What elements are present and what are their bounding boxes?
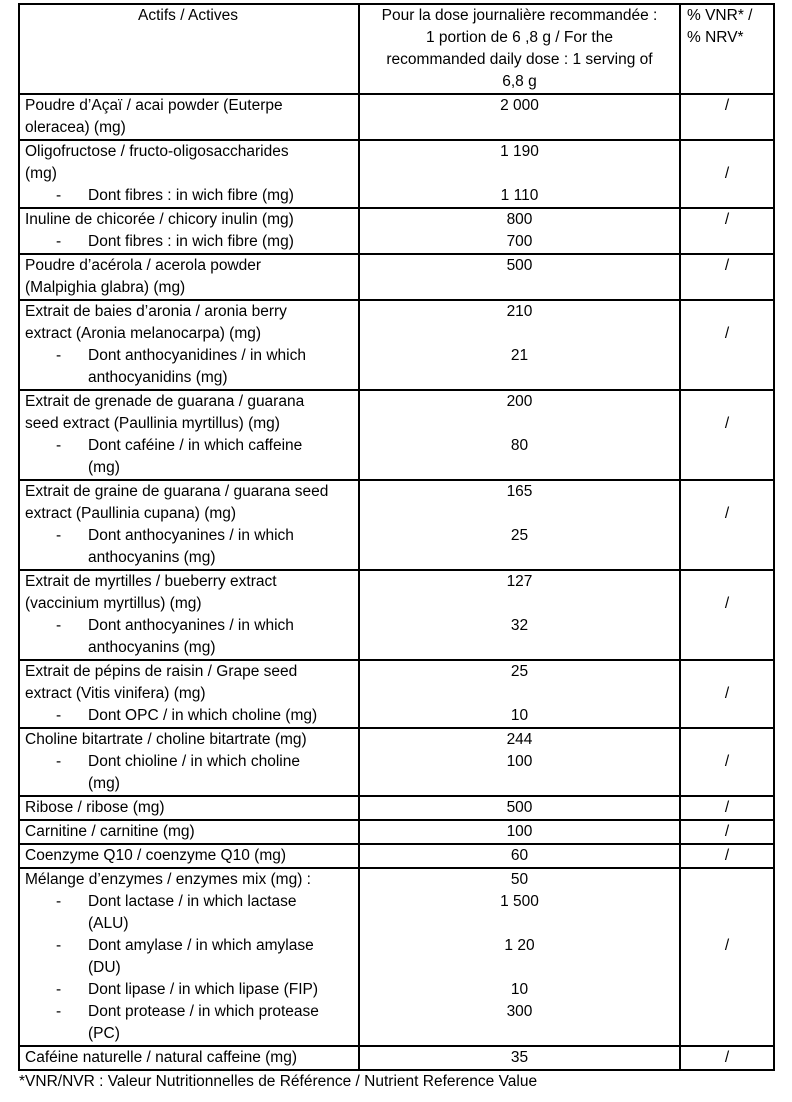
actif-name-line bbox=[20, 345, 358, 367]
vnr-line bbox=[681, 525, 773, 547]
dash-bullet: - bbox=[56, 937, 62, 954]
header-actifs-cell bbox=[19, 4, 359, 94]
actif-name-cell bbox=[19, 140, 359, 208]
dose-value-line: 244 bbox=[506, 731, 533, 748]
dose-value-line: 50 bbox=[510, 871, 529, 888]
header-line: Pour la dose journalière recommandée : bbox=[381, 7, 658, 24]
vnr-line bbox=[681, 957, 773, 979]
dose-value-line bbox=[360, 1023, 679, 1045]
dash-text: Dont lipase / in which lipase (FIP) bbox=[88, 981, 319, 998]
dose-value-cell bbox=[359, 480, 680, 570]
dose-value-cell bbox=[359, 868, 680, 1046]
dose-value-line bbox=[360, 683, 679, 705]
dose-value-line: 200 bbox=[506, 393, 533, 410]
vnr-line: / bbox=[724, 415, 730, 432]
actif-name-cell bbox=[19, 480, 359, 570]
vnr-line bbox=[681, 1001, 773, 1023]
actif-name-line: Oligofructose / fructo-oligosaccharides bbox=[25, 143, 289, 160]
vnr-line bbox=[681, 185, 773, 207]
dose-value-line bbox=[360, 323, 679, 345]
actif-name-line: Inuline de chicorée / chicory inulin (mg) bbox=[25, 211, 294, 228]
table-row bbox=[19, 208, 774, 254]
actives-table bbox=[18, 3, 775, 1071]
vnr-line: / bbox=[724, 595, 730, 612]
actif-name-line: Extrait de myrtilles / bueberry extract bbox=[25, 573, 277, 590]
actif-name-line bbox=[20, 615, 358, 637]
actif-name-line: Caféine naturelle / natural caffeine (mg) bbox=[25, 1049, 297, 1066]
vnr-line bbox=[681, 391, 773, 413]
dose-value-line: 500 bbox=[506, 799, 533, 816]
dose-value-line: 1 190 bbox=[500, 143, 539, 160]
actif-name-line: Choline bitartrate / choline bitartrate (mg) bbox=[25, 731, 307, 748]
dose-value-line: 165 bbox=[506, 483, 533, 500]
actif-name-cell bbox=[19, 570, 359, 660]
header-vnr-cell bbox=[680, 4, 774, 94]
dash-bullet: - bbox=[56, 1003, 62, 1020]
vnr-line bbox=[681, 457, 773, 479]
dose-value-line: 127 bbox=[506, 573, 533, 590]
vnr-value-cell bbox=[680, 94, 774, 140]
actif-name-cell bbox=[19, 300, 359, 390]
vnr-value-cell bbox=[680, 728, 774, 796]
dash-bullet: - bbox=[56, 527, 62, 544]
actif-name-cell bbox=[19, 796, 359, 820]
vnr-value-cell bbox=[680, 208, 774, 254]
vnr-line: / bbox=[724, 753, 730, 770]
dose-value-line: 210 bbox=[506, 303, 533, 320]
vnr-line bbox=[681, 729, 773, 751]
vnr-line: / bbox=[724, 165, 730, 182]
vnr-value-cell bbox=[680, 844, 774, 868]
dose-value-line bbox=[360, 503, 679, 525]
dose-value-line: 1 500 bbox=[500, 893, 539, 910]
vnr-line: / bbox=[724, 211, 730, 228]
dash-text: Dont protease / in which protease bbox=[88, 1003, 319, 1020]
vnr-value-cell bbox=[680, 570, 774, 660]
actif-name-line bbox=[20, 1001, 358, 1023]
actif-name-line bbox=[20, 891, 358, 913]
table-row bbox=[19, 300, 774, 390]
actif-name-line bbox=[20, 705, 358, 727]
table-header-row bbox=[19, 4, 774, 94]
dose-value-line bbox=[360, 277, 679, 299]
dose-value-cell bbox=[359, 660, 680, 728]
actif-name-line: (PC) bbox=[88, 1025, 120, 1042]
vnr-line bbox=[681, 367, 773, 389]
vnr-line bbox=[681, 979, 773, 1001]
vnr-line bbox=[681, 117, 773, 139]
dash-bullet: - bbox=[56, 347, 62, 364]
vnr-value-cell bbox=[680, 300, 774, 390]
vnr-line: / bbox=[724, 97, 730, 114]
vnr-line bbox=[681, 637, 773, 659]
vnr-line bbox=[681, 773, 773, 795]
dash-bullet: - bbox=[56, 981, 62, 998]
table-row bbox=[19, 390, 774, 480]
vnr-line: / bbox=[724, 505, 730, 522]
vnr-line bbox=[681, 913, 773, 935]
actif-name-line: (DU) bbox=[88, 959, 121, 976]
vnr-line: / bbox=[724, 847, 730, 864]
actif-name-line: anthocyanins (mg) bbox=[88, 639, 216, 656]
dose-value-cell bbox=[359, 94, 680, 140]
vnr-value-cell bbox=[680, 390, 774, 480]
dose-value-line bbox=[360, 163, 679, 185]
dash-text: Dont anthocyanidines / in which bbox=[88, 347, 306, 364]
table-row bbox=[19, 820, 774, 844]
vnr-line bbox=[681, 869, 773, 891]
actif-name-line bbox=[20, 185, 358, 207]
dash-text: Dont fibres : in wich fibre (mg) bbox=[88, 233, 294, 250]
dose-value-line: 100 bbox=[506, 823, 533, 840]
vnr-value-cell bbox=[680, 796, 774, 820]
dash-text: Dont fibres : in wich fibre (mg) bbox=[88, 187, 294, 204]
actif-name-line: Extrait de graine de guarana / guarana seed bbox=[25, 483, 329, 500]
actif-name-line: anthocyanidins (mg) bbox=[88, 369, 228, 386]
dash-bullet: - bbox=[56, 617, 62, 634]
vnr-line: / bbox=[724, 937, 730, 954]
dash-text: Dont OPC / in which choline (mg) bbox=[88, 707, 318, 724]
dose-value-cell bbox=[359, 1046, 680, 1070]
dose-value-cell bbox=[359, 208, 680, 254]
dose-value-line: 21 bbox=[510, 347, 529, 364]
dose-value-cell bbox=[359, 570, 680, 660]
dose-value-cell bbox=[359, 300, 680, 390]
vnr-line bbox=[681, 615, 773, 637]
header-line: Actifs / Actives bbox=[138, 7, 238, 24]
actif-name-line bbox=[20, 935, 358, 957]
dose-value-line: 300 bbox=[506, 1003, 533, 1020]
actif-name-cell bbox=[19, 1046, 359, 1070]
vnr-line bbox=[681, 481, 773, 503]
dash-bullet: - bbox=[56, 233, 62, 250]
dash-text: Dont anthocyanines / in which bbox=[88, 617, 294, 634]
dose-value-line bbox=[360, 457, 679, 479]
dose-value-line bbox=[360, 913, 679, 935]
dose-value-line: 1 20 bbox=[504, 937, 535, 954]
actif-name-line: Carnitine / carnitine (mg) bbox=[25, 823, 195, 840]
dose-value-line: 500 bbox=[506, 257, 533, 274]
vnr-line: / bbox=[724, 685, 730, 702]
actif-name-cell bbox=[19, 820, 359, 844]
dose-value-cell bbox=[359, 844, 680, 868]
actif-name-line: Mélange d’enzymes / enzymes mix (mg) : bbox=[25, 871, 311, 888]
actif-name-line bbox=[20, 525, 358, 547]
dose-value-cell bbox=[359, 254, 680, 300]
dose-value-line: 25 bbox=[510, 527, 529, 544]
dose-value-line: 10 bbox=[510, 981, 529, 998]
vnr-line: / bbox=[724, 1049, 730, 1066]
header-dose-cell bbox=[359, 4, 680, 94]
table-row bbox=[19, 844, 774, 868]
actif-name-line: oleracea) (mg) bbox=[25, 119, 126, 136]
actif-name-line: (mg) bbox=[25, 165, 57, 182]
dose-value-line: 1 110 bbox=[500, 187, 539, 204]
table-row bbox=[19, 94, 774, 140]
dose-value-line: 700 bbox=[506, 233, 533, 250]
dash-text: Dont caféine / in which caffeine bbox=[88, 437, 303, 454]
vnr-line: / bbox=[724, 257, 730, 274]
vnr-value-cell bbox=[680, 660, 774, 728]
dose-value-line: 35 bbox=[510, 1049, 529, 1066]
vnr-line bbox=[681, 435, 773, 457]
dash-text: Dont anthocyanines / in which bbox=[88, 527, 294, 544]
header-line: % NRV* bbox=[687, 29, 744, 46]
dash-bullet: - bbox=[56, 437, 62, 454]
actif-name-line: extract (Paullinia cupana) (mg) bbox=[25, 505, 237, 522]
dose-value-line: 80 bbox=[510, 437, 529, 454]
actif-name-line: Ribose / ribose (mg) bbox=[25, 799, 165, 816]
vnr-value-cell bbox=[680, 1046, 774, 1070]
dose-value-line bbox=[360, 773, 679, 795]
vnr-line bbox=[681, 661, 773, 683]
header-line: 1 portion de 6 ,8 g / For the bbox=[426, 29, 613, 46]
dose-value-line: 25 bbox=[510, 663, 529, 680]
dose-value-cell bbox=[359, 140, 680, 208]
vnr-value-cell bbox=[680, 480, 774, 570]
vnr-line bbox=[681, 571, 773, 593]
actif-name-cell bbox=[19, 208, 359, 254]
vnr-line bbox=[681, 705, 773, 727]
vnr-line bbox=[681, 547, 773, 569]
actif-name-line: Extrait de baies d’aronia / aronia berry bbox=[25, 303, 287, 320]
vnr-value-cell bbox=[680, 868, 774, 1046]
actif-name-line: Extrait de grenade de guarana / guarana bbox=[25, 393, 305, 410]
dash-bullet: - bbox=[56, 187, 62, 204]
vnr-line bbox=[681, 1023, 773, 1045]
vnr-line: / bbox=[724, 799, 730, 816]
actif-name-cell bbox=[19, 390, 359, 480]
dose-value-line: 10 bbox=[510, 707, 529, 724]
dose-value-line bbox=[360, 637, 679, 659]
actif-name-line: (ALU) bbox=[88, 915, 129, 932]
actif-name-line: Extrait de pépins de raisin / Grape seed bbox=[25, 663, 298, 680]
dose-value-line: 800 bbox=[506, 211, 533, 228]
actif-name-line: extract (Vitis vinifera) (mg) bbox=[25, 685, 206, 702]
vnr-line bbox=[681, 345, 773, 367]
actif-name-line: seed extract (Paullinia myrtillus) (mg) bbox=[25, 415, 280, 432]
actif-name-cell bbox=[19, 728, 359, 796]
vnr-line bbox=[681, 277, 773, 299]
vnr-value-cell bbox=[680, 140, 774, 208]
dose-value-line bbox=[360, 413, 679, 435]
dose-value-line bbox=[360, 117, 679, 139]
table-row bbox=[19, 140, 774, 208]
actif-name-line: (vaccinium myrtillus) (mg) bbox=[25, 595, 202, 612]
actif-name-cell bbox=[19, 844, 359, 868]
actif-name-cell bbox=[19, 254, 359, 300]
dose-value-cell bbox=[359, 820, 680, 844]
dash-bullet: - bbox=[56, 707, 62, 724]
actives-table-body bbox=[19, 4, 774, 1070]
header-line: recommanded daily dose : 1 serving of bbox=[386, 51, 653, 68]
actif-name-line: Poudre d’acérola / acerola powder bbox=[25, 257, 262, 274]
dose-value-line: 100 bbox=[506, 753, 533, 770]
header-line: % VNR* / bbox=[687, 7, 753, 24]
footnote: *VNR/NVR : Valeur Nutritionnelles de Référence / Nutrient Reference Value bbox=[19, 1073, 538, 1090]
dose-value-cell bbox=[359, 728, 680, 796]
table-row bbox=[19, 796, 774, 820]
table-row bbox=[19, 570, 774, 660]
vnr-line: / bbox=[724, 823, 730, 840]
dash-bullet: - bbox=[56, 893, 62, 910]
vnr-line: / bbox=[724, 325, 730, 342]
dose-value-line bbox=[360, 367, 679, 389]
dose-value-line: 32 bbox=[510, 617, 529, 634]
dose-value-line bbox=[360, 547, 679, 569]
vnr-value-cell bbox=[680, 254, 774, 300]
actif-name-line bbox=[20, 435, 358, 457]
vnr-value-cell bbox=[680, 820, 774, 844]
vnr-line bbox=[681, 301, 773, 323]
dose-value-line: 2 000 bbox=[500, 97, 539, 114]
actif-name-line: anthocyanins (mg) bbox=[88, 549, 216, 566]
table-row bbox=[19, 480, 774, 570]
actif-name-line bbox=[20, 979, 358, 1001]
dose-value-line: 60 bbox=[510, 847, 529, 864]
dose-value-line bbox=[360, 593, 679, 615]
dose-value-cell bbox=[359, 390, 680, 480]
actif-name-line bbox=[20, 231, 358, 253]
dash-text: Dont amylase / in which amylase bbox=[88, 937, 314, 954]
dash-text: Dont lactase / in which lactase bbox=[88, 893, 297, 910]
table-row bbox=[19, 660, 774, 728]
dash-bullet: - bbox=[56, 753, 62, 770]
actif-name-line: Poudre d’Açaï / acai powder (Euterpe bbox=[25, 97, 283, 114]
actif-name-cell bbox=[19, 94, 359, 140]
actif-name-line: (mg) bbox=[88, 775, 120, 792]
actif-name-line bbox=[20, 751, 358, 773]
table-row bbox=[19, 728, 774, 796]
dose-value-line bbox=[360, 957, 679, 979]
actif-name-line: extract (Aronia melanocarpa) (mg) bbox=[25, 325, 262, 342]
actif-name-line: (Malpighia glabra) (mg) bbox=[25, 279, 186, 296]
actif-name-cell bbox=[19, 660, 359, 728]
dose-value-cell bbox=[359, 796, 680, 820]
actif-name-line: Coenzyme Q10 / coenzyme Q10 (mg) bbox=[25, 847, 287, 864]
actif-name-line: (mg) bbox=[88, 459, 120, 476]
dash-text: Dont chioline / in which choline bbox=[88, 753, 300, 770]
table-row bbox=[19, 1046, 774, 1070]
table-row bbox=[19, 254, 774, 300]
table-row bbox=[19, 868, 774, 1046]
vnr-line bbox=[681, 141, 773, 163]
actif-name-cell bbox=[19, 868, 359, 1046]
header-line: 6,8 g bbox=[502, 73, 537, 90]
vnr-line bbox=[681, 231, 773, 253]
vnr-line bbox=[681, 891, 773, 913]
